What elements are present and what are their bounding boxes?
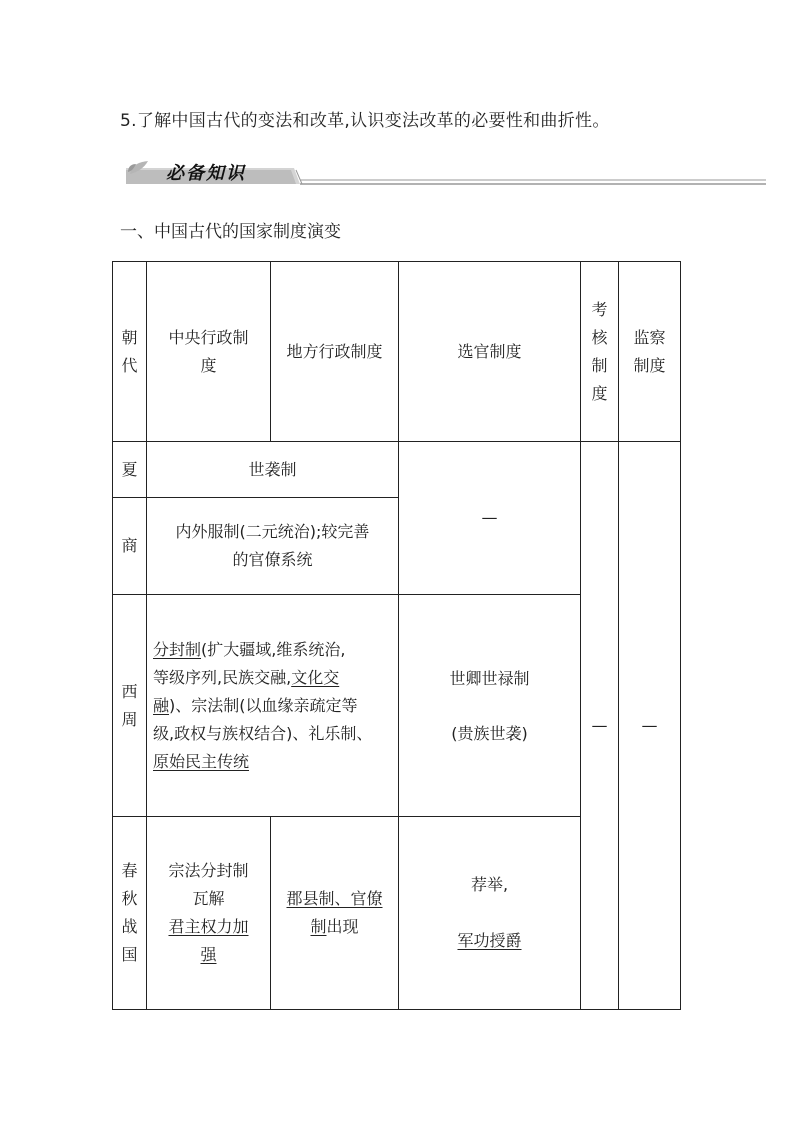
header-official-selection: 选官制度 <box>399 262 581 442</box>
leaf-icon <box>126 158 150 176</box>
table-header-row <box>113 262 681 442</box>
dynasty-chunqiu: 春 秋 战 国 <box>113 817 147 1010</box>
xizhou-official: 世卿世禄制 (贵族世袭) <box>399 595 581 817</box>
section-title: 一、中国古代的国家制度演变 <box>120 222 341 242</box>
shang-system: 内外服制(二元统治);较完善 的官僚系统 <box>147 498 399 595</box>
xia-system: 世袭制 <box>147 442 399 498</box>
section-banner <box>126 158 772 188</box>
header-central-admin: 中央行政制 度 <box>147 262 271 442</box>
xia-shang-official-dash: — <box>399 442 581 595</box>
dynasty-xizhou: 西 周 <box>113 595 147 817</box>
dynasty-system-table <box>112 261 681 1010</box>
chunqiu-official: 荐举, 军功授爵 <box>399 817 581 1010</box>
supervision-dash: — <box>619 442 681 1010</box>
header-dynasty: 朝 代 <box>113 262 147 442</box>
xizhou-system: 分封制(扩大疆域,维系统治, 等级序列,民族交融,文化交 融)、宗法制(以血缘亲疏定等 级,政权与族权结合)、礼乐制、 原始民主传统 <box>147 595 399 817</box>
header-supervision: 监察 制度 <box>619 262 681 442</box>
table-row-xia <box>113 442 681 498</box>
banner-title: 必备知识 <box>166 163 246 184</box>
chunqiu-central: 宗法分封制 瓦解 君主权力加 强 <box>147 817 271 1010</box>
dynasty-xia: 夏 <box>113 442 147 498</box>
learning-goal: 5.了解中国古代的变法和改革,认识变法改革的必要性和曲折性。 <box>120 111 610 131</box>
dynasty-shang: 商 <box>113 498 147 595</box>
header-local-admin: 地方行政制度 <box>271 262 399 442</box>
chunqiu-local: 郡县制、官僚 制出现 <box>271 817 399 1010</box>
exam-dash: — <box>581 442 619 1010</box>
header-exam-system: 考 核 制 度 <box>581 262 619 442</box>
